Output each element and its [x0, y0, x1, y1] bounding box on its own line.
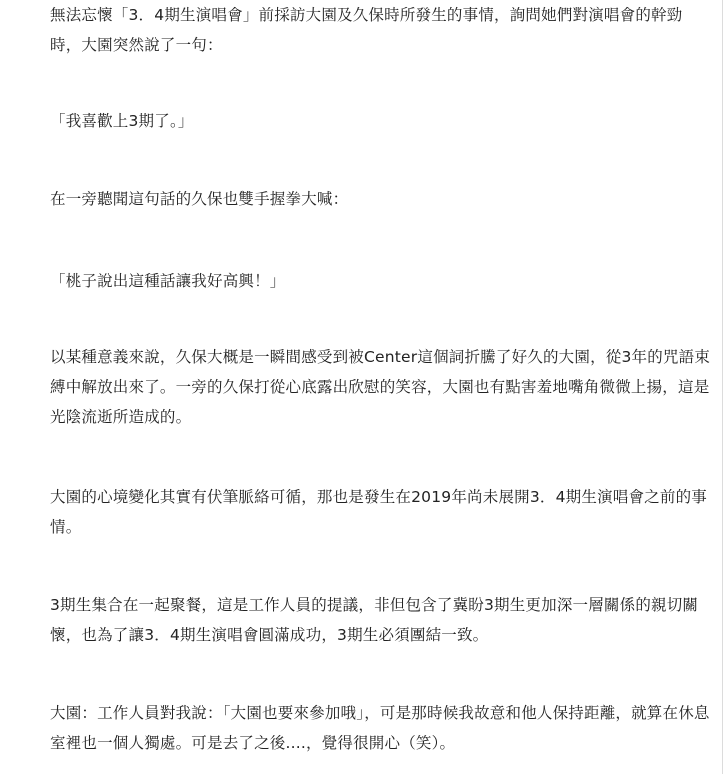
paragraph-ozono-recollection: 大園：工作人員對我說：「大園也要來參加哦」，可是那時候我故意和他人保持距離，就算在休息室裡也一個人獨處。可是去了之後....，覺得很開心（笑）。: [50, 704, 710, 752]
paragraph-kubo-reaction: 在一旁聽聞這句話的久保也雙手握拳大喊：: [50, 190, 349, 208]
paragraph-quote-kubo: 「桃子說出這種話讓我好高興！」: [50, 272, 286, 290]
paragraph-center-release: 以某種意義來說，久保大概是一瞬間感受到被Center這個詞折騰了好久的大園，從3年的咒語束縛中解放出來了。一旁的久保打從心底露出欣慰的笑容，大園也有點害羞地嘴角微微上揚，這是光陰流逝所造成的。: [50, 348, 711, 426]
paragraph-group-dinner: 3期生集合在一起聚餐，這是工作人員的提議，非但包含了冀盼3期生更加深一層關係的親切關懷，也為了讓3．4期生演唱會圓滿成功，3期生必須團結一致。: [50, 596, 699, 644]
paragraph-mindset-change: 大園的心境變化其實有伏筆脈絡可循，那也是發生在2019年尚未展開3．4期生演唱會之前的事情。: [50, 488, 707, 536]
paragraph-quote-ozono: 「我喜歡上3期了。」: [50, 112, 194, 130]
paragraph-interview-intro: 無法忘懷「3．4期生演唱會」前採訪大園及久保時所發生的事情，詢問她們對演唱會的幹勁時，大園突然說了一句：: [50, 6, 683, 54]
